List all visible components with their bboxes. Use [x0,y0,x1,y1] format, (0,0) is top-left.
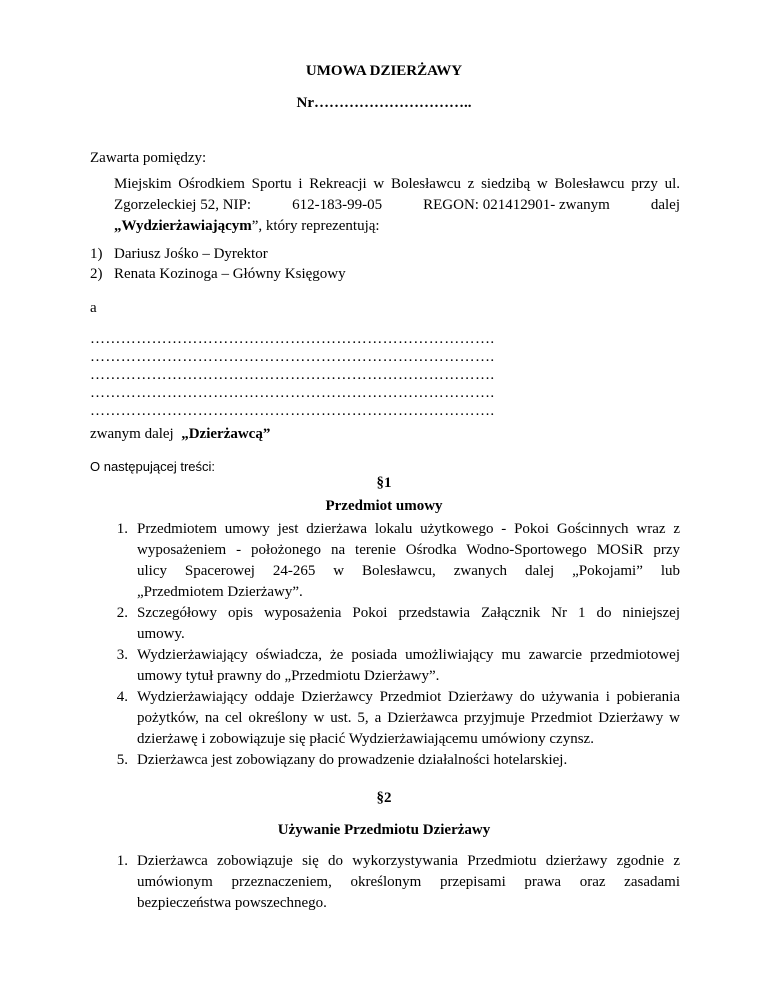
party1-line2-d: dalej [650,197,680,213]
contract-number: Nr………………………….. [296,95,472,111]
list-item: Dzierżawca zobowiązuje się do wykorzystywania Przedmiotu dzierżawy zgodnie z umówionym przeznaczeniem, określonym przepisami prawa oraz zasadami bezpieczeństwa powszechnego. [137,853,680,911]
party1-line1: Miejskim Ośrodkiem Sportu i Rekreacji w Bolesławcu z siedzibą w Bolesławcu przy ul. [114,176,680,192]
party1-line2-c: REGON: 021412901- zwanym [423,197,610,213]
list-item: Dzierżawca jest zobowiązany do prowadzenie działalności hotelarskiej. [137,752,568,768]
blank-line: ……………………………………………………………………. [90,331,495,347]
party1-line3 [114,216,680,237]
item-number: 3. [116,647,128,663]
section2-heading: Używanie Przedmiotu Dzierżawy [277,822,491,838]
representative-item: 1) Dariusz Jośko – Dyrektor [90,246,268,262]
document-title: UMOWA DZIERŻAWY [305,63,463,79]
blank-line: ……………………………………………………………………. [90,367,495,383]
representatives-list [90,244,346,284]
blank-line: ……………………………………………………………………. [90,385,495,401]
list-item: Wydzierżawiający oświadcza, że posiada umożliwiający mu zawarcie przedmiotowej umowy tytuł prawny do „Przedmiotu Dzierżawy”. [137,647,680,684]
list-item: Wydzierżawiający oddaje Dzierżawcy Przedmiot Dzierżawy do używania i pobierania pożytków, na cel określony w ust. 5, a Dzierżawca przyjmuje Przedmiot Dzierżawy w dzierżawę i zobowiązuje się płacić Wydzierżawiającemu umówiony czynsz. [137,689,680,747]
item-number: 2. [116,605,128,621]
blank-line: ……………………………………………………………………. [90,349,495,365]
party1-block [114,174,680,237]
item-number: 1. [116,521,128,537]
party2-line: zwanym dalej „Dzierżawcą” [90,426,271,442]
list-item: Szczegółowy opis wyposażenia Pokoi przedstawia Załącznik Nr 1 do niniejszej umowy. [137,605,680,642]
following-text: O następującej treści: [90,459,216,474]
list-item: Przedmiotem umowy jest dzierżawa lokalu użytkowego - Pokoi Gościnnych wraz z wyposażeniem - położonego na terenie Ośrodka Wodno-Sportowego MOSiR przy ulicy Spacerowej 24-265 w Bolesławcu, zwanych dalej „Pokojami” lub „Przedmiotem Dzierżawy”. [137,521,680,600]
item-number: 5. [116,752,128,768]
item-number: 4. [116,689,128,705]
party1-line3-rest: ”, który reprezentują: [251,218,380,234]
party1-line2-a: Zgorzeleckiej 52, NIP: [114,197,252,213]
lessor-name: „Wydzierżawiającym [114,218,252,234]
intro-text: Zawarta pomiędzy: [90,150,207,166]
and-conjunction: a [90,300,97,316]
section1-heading: Przedmiot umowy [325,498,443,514]
party1-line2 [114,195,680,216]
item-number: 1. [116,853,128,869]
party1-line2-b: 612-183-99-05 [292,197,383,213]
blank-line: ……………………………………………………………………. [90,403,495,419]
representative-item: 2) Renata Kozinoga – Główny Księgowy [90,266,346,282]
section2-symbol: §2 [376,790,392,806]
section1-symbol: §1 [376,475,392,491]
lessee-name: „Dzierżawcą” [181,426,271,442]
